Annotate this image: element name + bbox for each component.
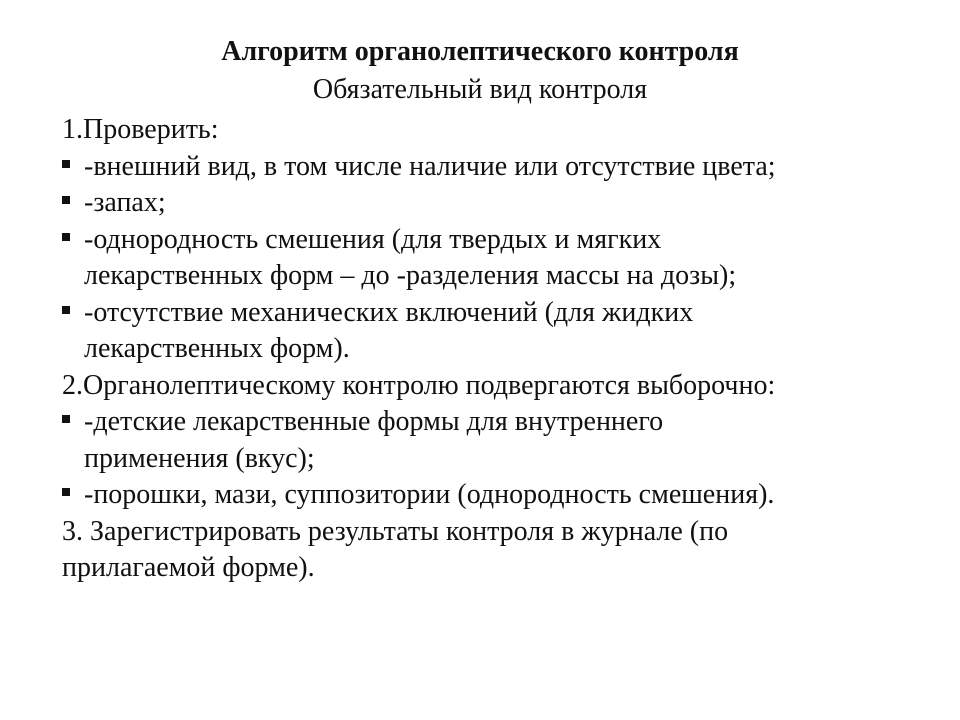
bullet-line: -внешний вид, в том числе наличие или отсутствие цвета;	[84, 150, 776, 182]
bullet-smell	[62, 185, 922, 222]
bullet-line: лекарственных форм).	[84, 333, 350, 364]
bullet-line: лекарственных форм – до -разделения массы на дозы);	[84, 260, 737, 291]
slide-title: Алгоритм органолептического контроля	[221, 36, 739, 67]
step-1: 1.Проверить:	[62, 114, 219, 145]
bullet-uniformity	[62, 222, 922, 295]
square-bullet-icon	[62, 415, 70, 423]
slide-body	[62, 112, 922, 587]
bullet-appearance	[62, 149, 922, 186]
square-bullet-icon	[62, 196, 70, 204]
bullet-line: применения (вкус);	[84, 442, 315, 474]
bullet-line: -запах;	[84, 187, 166, 218]
step-3-line: 3. Зарегистрировать результаты контроля в журнале (по	[62, 515, 729, 547]
bullet-powders-ointments	[62, 477, 922, 514]
bullet-mechanical-inclusions	[62, 295, 922, 368]
square-bullet-icon	[62, 160, 70, 168]
step-3	[62, 514, 922, 587]
slide-subtitle: Обязательный вид контроля	[312, 74, 648, 105]
bullet-line: -порошки, мази, суппозитории (однородность смешения).	[84, 479, 775, 510]
bullet-line: -однородность смешения (для твердых и мягких	[84, 223, 662, 255]
square-bullet-icon	[62, 306, 70, 314]
step-2: 2.Органолептическому контролю подвергаются выборочно:	[62, 369, 776, 401]
square-bullet-icon	[62, 488, 70, 496]
bullet-line: -детские лекарственные формы для внутреннего	[84, 406, 664, 437]
bullet-pediatric-forms	[62, 404, 922, 477]
square-bullet-icon	[62, 233, 70, 241]
step-3-line: прилагаемой форме).	[62, 552, 315, 583]
bullet-line: -отсутствие механических включений (для жидких	[84, 296, 694, 328]
